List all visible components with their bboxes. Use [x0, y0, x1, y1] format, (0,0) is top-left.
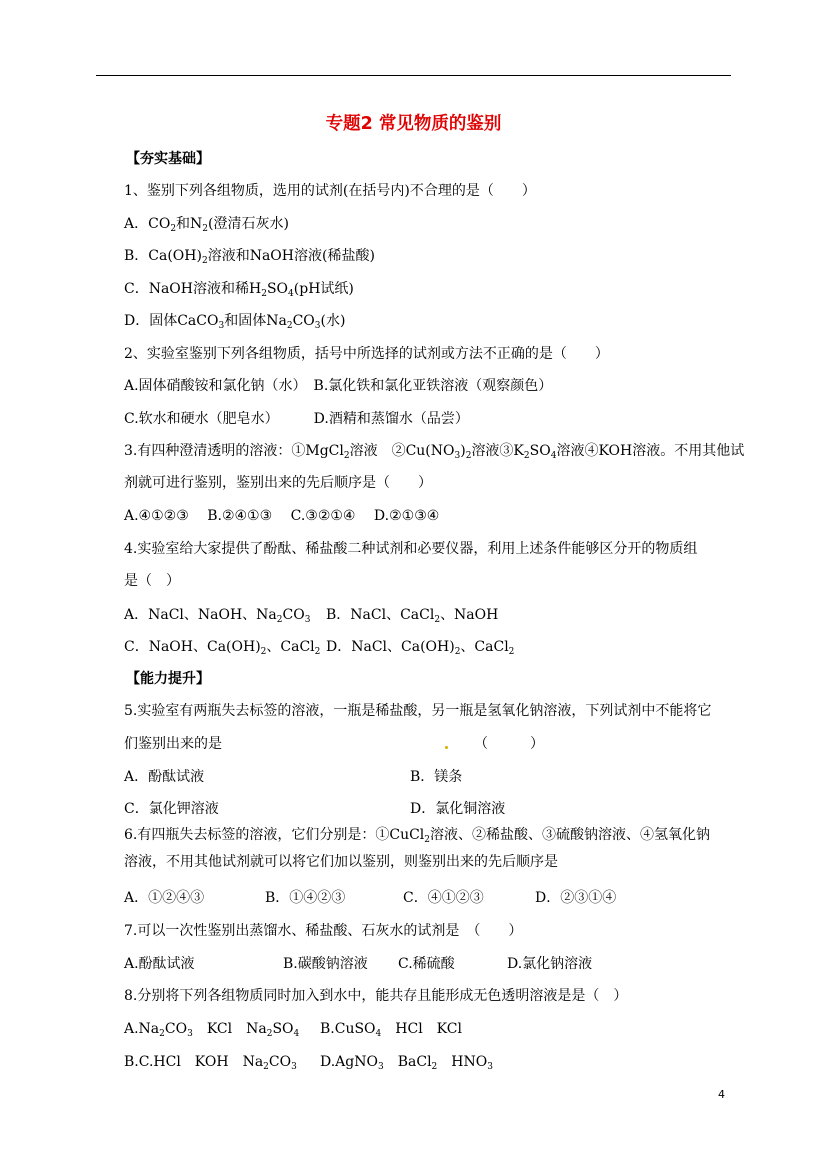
- question-3-options: A.④①②③ B.②④①③ C.③②①④ D.②①③④: [124, 508, 440, 524]
- question-3-stem-line1: 3.有四种澄清透明的溶液：①MgCl$_2$溶液 $②Cu(NO_3)_2$溶液$③K_2SO_4$溶液④KOH溶液。不用其他试: [124, 443, 745, 461]
- question-1-stem: 1、鉴别下列各组物质，选用的试剂(在括号内)不合理的是（ ）: [124, 183, 536, 199]
- question-2-stem: 2、实验室鉴别下列各组物质，括号中所选择的试剂或方法不正确的是（ ）: [124, 346, 609, 362]
- question-4-option-a: A．NaCl、NaOH、$Na_2CO_3$: [124, 607, 311, 625]
- section-heading-advanced: 【能力提升】: [126, 671, 210, 687]
- question-4-stem-line1: 4.实验室给大家提供了酚酞、稀盐酸二种试剂和必要仪器，利用上述条件能够区分开的物质组: [124, 541, 698, 557]
- question-4-option-d: D．NaCl、$Ca(OH)_2$、CaCl$_2$: [326, 639, 515, 657]
- question-4-option-c: C．NaOH、$Ca(OH)_2$、CaCl$_2$: [124, 639, 321, 657]
- question-6-option-a: A．①②④③: [124, 890, 205, 906]
- question-7-option-d: D.氯化钠溶液: [507, 956, 593, 972]
- question-6-option-b: B．①④②③: [265, 890, 346, 906]
- question-6-stem-line1: 6.有四瓶失去标签的溶液，它们分别是：①CuCl$_2$溶液、②稀盐酸、③硫酸钠溶液、④氢氧化钠: [124, 827, 711, 845]
- question-7-option-c: C.稀硫酸: [398, 956, 455, 972]
- stray-dot: [445, 746, 448, 749]
- question-1-option-b: B．$Ca(OH)_2$溶液和NaOH溶液(稀盐酸): [124, 248, 375, 266]
- question-2-options-ab: A.固体硝酸铵和氯化钠（水） B.氯化铁和氯化亚铁溶液（观察颜色）: [124, 378, 553, 394]
- question-4-stem-line2: 是（ ）: [124, 573, 180, 589]
- section-heading-basics: 【夯实基础】: [126, 151, 210, 167]
- question-7-option-b: B.碳酸钠溶液: [283, 956, 368, 972]
- question-6-stem-line2: 溶液，不用其他试剂就可以将它们加以鉴别，则鉴别出来的先后顺序是: [124, 854, 558, 870]
- question-5-answer-paren: （ ）: [474, 736, 544, 752]
- header-rule: [96, 75, 731, 76]
- page-title: 专题2 常见物质的鉴别: [325, 114, 502, 134]
- question-1-option-c: C．NaOH溶液和稀$H_2SO_4(pH$试纸): [124, 281, 354, 299]
- question-4-option-b: B．NaCl、CaCl$_2$、NaOH: [326, 607, 499, 625]
- question-8-option-a: $A.Na_2CO_3$ KCl $Na_2SO_4$: [124, 1021, 300, 1039]
- question-5-option-b: B．镁条: [410, 769, 463, 785]
- question-5-option-d: D．氯化铜溶液: [410, 801, 506, 817]
- question-3-stem-line2: 剂就可进行鉴别，鉴别出来的先后顺序是（ ）: [124, 475, 432, 491]
- question-8-stem: 8.分别将下列各组物质同时加入到水中，能共存且能形成无色透明溶液是是（ ）: [124, 988, 628, 1004]
- question-8-option-b: B.CuSO$_4$ HCl KCl: [320, 1021, 462, 1039]
- question-5-option-c: C．氯化钾溶液: [124, 801, 219, 817]
- page-number: 4: [718, 1088, 725, 1101]
- question-5-option-a: A．酚酞试液: [124, 769, 205, 785]
- question-2-options-cd: C.软水和硬水（肥皂水） D.酒精和蒸馏水（品尝）: [124, 411, 469, 427]
- question-6-option-c: C．④①②③: [403, 890, 484, 906]
- question-8-option-d: D.AgNO$_3$ BaCl$_2$ $HNO_3$: [320, 1054, 493, 1072]
- question-6-option-d: D．②③①④: [535, 890, 617, 906]
- question-5-stem-line2: 们鉴别出来的是: [124, 736, 222, 752]
- question-7-option-a: A.酚酞试液: [124, 956, 195, 972]
- question-8-option-c: B.C.HCl KOH $Na_2CO_3$: [124, 1054, 297, 1072]
- question-1-option-a: A．$CO_2$和$N_2$(澄清石灰水): [124, 216, 289, 234]
- question-1-option-d: D．固体CaCO$_3$和固体$Na_2CO_3$(水): [124, 313, 346, 331]
- question-5-stem-line1: 5.实验室有两瓶失去标签的溶液，一瓶是稀盐酸，另一瓶是氢氧化钠溶液，下列试剂中不能将它: [124, 703, 712, 719]
- question-7-stem: 7.可以一次性鉴别出蒸馏水、稀盐酸、石灰水的试剂是 （ ）: [124, 923, 523, 939]
